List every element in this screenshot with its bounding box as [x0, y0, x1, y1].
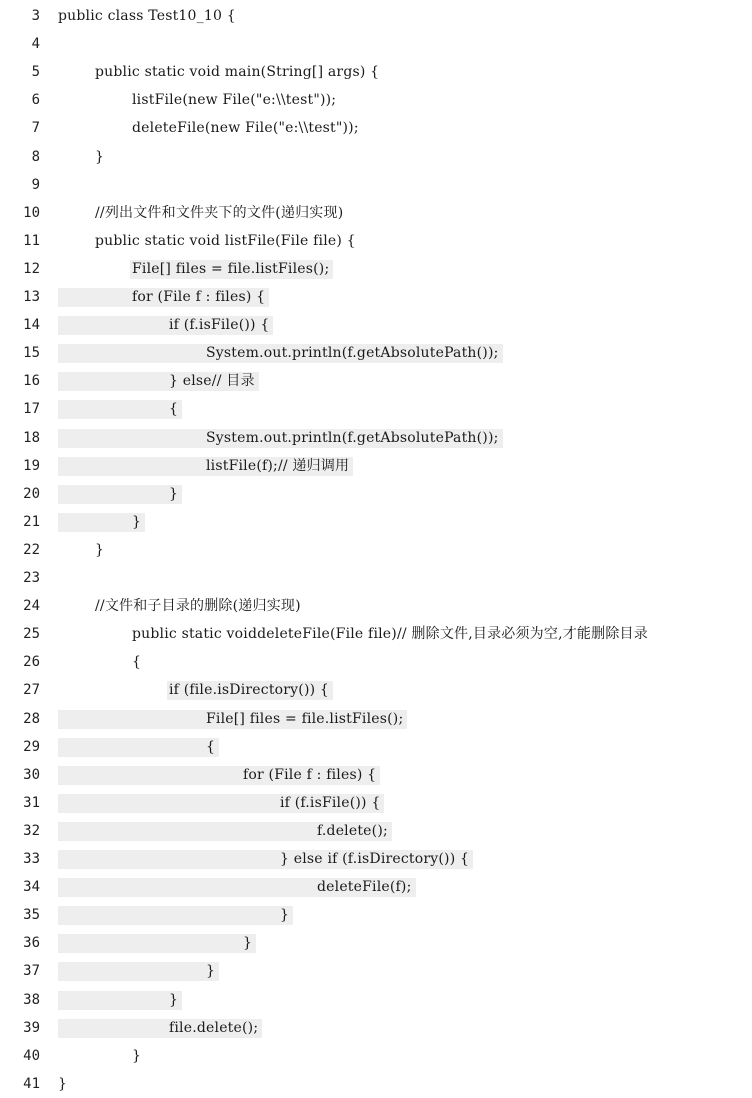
- code-line: [0, 564, 752, 592]
- code-text: }: [95, 148, 105, 165]
- code-line: [0, 2, 752, 30]
- code-line: [0, 986, 752, 1014]
- code-text: } else// 目录: [169, 373, 255, 390]
- code-line: [0, 367, 752, 395]
- code-text: listFile(f);// 递归调用: [206, 457, 350, 474]
- code-text: }: [132, 1047, 142, 1064]
- code-text: for (File f : files) {: [243, 766, 377, 783]
- code-line: [0, 508, 752, 536]
- code-line: [0, 620, 752, 648]
- code-line: [0, 395, 752, 423]
- code-text: {: [206, 738, 216, 755]
- line-number: 41: [23, 1075, 40, 1092]
- code-text: } else if (f.isDirectory()) {: [280, 851, 470, 867]
- line-number: 23: [23, 570, 40, 586]
- code-text: {: [132, 654, 142, 671]
- line-number: 13: [23, 289, 40, 305]
- code-line: [0, 424, 752, 452]
- line-number: 29: [23, 738, 40, 755]
- line-number: 30: [23, 766, 40, 783]
- line-number: 40: [23, 1047, 40, 1064]
- code-text: public static voiddeleteFile(File file)// 删除文件,目录必须为空,才能删除目录: [132, 626, 648, 643]
- code-line: [0, 86, 752, 114]
- code-line: [0, 227, 752, 255]
- code-text: }: [95, 541, 105, 558]
- line-number: 5: [31, 64, 40, 81]
- line-number: 27: [23, 682, 40, 699]
- code-line: [0, 901, 752, 929]
- code-line: [0, 1070, 752, 1098]
- line-number: 10: [23, 204, 40, 221]
- line-number: 33: [23, 851, 40, 867]
- code-text: file.delete();: [169, 1019, 259, 1036]
- line-number: 17: [23, 401, 40, 418]
- code-line: [0, 480, 752, 508]
- line-highlight: [58, 400, 182, 419]
- line-number: 20: [23, 485, 40, 502]
- line-number: 15: [23, 345, 40, 362]
- code-text: }: [58, 1075, 68, 1092]
- line-number: 26: [23, 654, 40, 671]
- code-line: [0, 648, 752, 676]
- line-number: 22: [23, 541, 40, 558]
- code-line: [0, 171, 752, 199]
- code-text: public static void listFile(File file) {: [95, 232, 356, 249]
- code-line: [0, 30, 752, 58]
- line-number: 19: [23, 457, 40, 474]
- code-text: deleteFile(new File("e:\\test"));: [132, 120, 359, 137]
- code-line: [0, 705, 752, 733]
- line-number: 21: [23, 513, 40, 530]
- line-number: 35: [23, 907, 40, 924]
- code-line: [0, 789, 752, 817]
- code-line: [0, 957, 752, 985]
- code-text: }: [243, 935, 253, 952]
- line-number: 24: [23, 598, 40, 615]
- code-text: }: [132, 513, 142, 530]
- line-number: 7: [31, 120, 40, 137]
- code-text: {: [169, 401, 179, 418]
- code-text: for (File f : files) {: [132, 289, 266, 305]
- code-line: [0, 58, 752, 86]
- code-text: public class Test10_10 {: [58, 8, 236, 24]
- line-number: 18: [23, 429, 40, 446]
- code-line: [0, 114, 752, 142]
- code-text: deleteFile(f);: [317, 879, 412, 896]
- line-highlight: [58, 738, 219, 757]
- code-line: [0, 452, 752, 480]
- line-highlight: [58, 906, 293, 925]
- line-number: 38: [23, 991, 40, 1008]
- line-number: 9: [31, 176, 40, 193]
- line-number: 36: [23, 935, 40, 952]
- code-text: }: [169, 485, 179, 502]
- code-text: if (f.isFile()) {: [169, 317, 270, 334]
- code-line: [0, 845, 752, 873]
- code-line: [0, 1042, 752, 1070]
- code-text: }: [169, 991, 179, 1008]
- code-line: [0, 873, 752, 901]
- code-line: [0, 761, 752, 789]
- line-highlight: [58, 934, 256, 953]
- line-number: 3: [31, 8, 40, 24]
- code-line: [0, 592, 752, 620]
- code-text: }: [206, 963, 216, 980]
- code-text: File[] files = file.listFiles();: [206, 710, 404, 727]
- code-line: [0, 255, 752, 283]
- code-line: [0, 1014, 752, 1042]
- line-number: 6: [31, 92, 40, 109]
- line-number: 16: [23, 373, 40, 390]
- code-line: [0, 311, 752, 339]
- code-line: [0, 283, 752, 311]
- code-line: [0, 199, 752, 227]
- line-number: 25: [23, 626, 40, 643]
- code-text: System.out.println(f.getAbsolutePath());: [206, 429, 499, 446]
- code-text: System.out.println(f.getAbsolutePath());: [206, 345, 499, 362]
- line-number: 32: [23, 822, 40, 839]
- line-number: 28: [23, 710, 40, 727]
- code-line: [0, 817, 752, 845]
- code-text: listFile(new File("e:\\test"));: [132, 92, 337, 109]
- code-line: [0, 929, 752, 957]
- code-line: [0, 676, 752, 704]
- code-text: //列出文件和文件夹下的文件(递归实现): [95, 204, 344, 221]
- line-highlight: [58, 991, 182, 1010]
- code-text: if (f.isFile()) {: [280, 794, 381, 811]
- code-line: [0, 143, 752, 171]
- line-number: 11: [23, 232, 40, 249]
- line-number: 14: [23, 317, 40, 334]
- line-highlight: [58, 485, 182, 504]
- line-number: 4: [31, 36, 40, 53]
- line-number: 31: [23, 794, 40, 811]
- line-number: 39: [23, 1019, 40, 1036]
- line-number: 37: [23, 963, 40, 980]
- line-number: 12: [23, 260, 40, 277]
- code-line: [0, 733, 752, 761]
- code-text: //文件和子目录的删除(递归实现): [95, 598, 301, 615]
- line-number: 8: [31, 148, 40, 165]
- line-highlight: [58, 962, 219, 981]
- code-text: if (file.isDirectory()) {: [169, 682, 330, 699]
- code-text: File[] files = file.listFiles();: [132, 260, 330, 277]
- line-number: 34: [23, 879, 40, 896]
- code-text: f.delete();: [317, 822, 388, 839]
- code-line: [0, 536, 752, 564]
- code-text: }: [280, 907, 290, 924]
- code-line: [0, 339, 752, 367]
- code-text: public static void main(String[] args) {: [95, 64, 380, 81]
